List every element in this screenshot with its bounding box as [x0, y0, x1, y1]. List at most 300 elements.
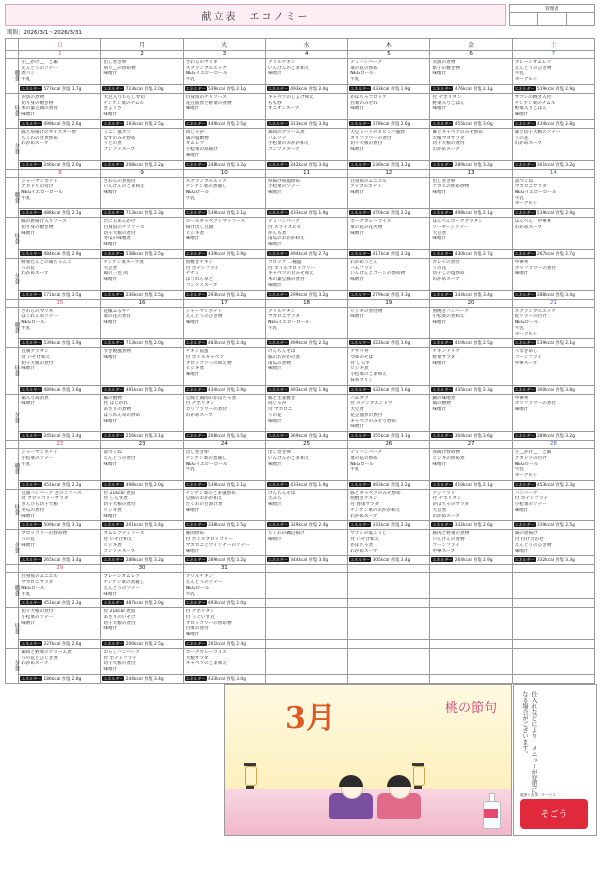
menu-item: いんげんとコーンの炒め物 [350, 271, 406, 277]
menu-item: 小松菜のおかか和え [267, 141, 310, 147]
menu-cell [101, 608, 183, 640]
kcal-badge: エネルギー [21, 250, 42, 256]
kcal-badge: エネルギー [185, 85, 206, 91]
menu-item: 紫子の焼き物 [432, 65, 461, 71]
nutrition-cell: エネルギー 519kcal 食塩 2.9g [512, 84, 594, 93]
nutrition-cell: エネルギー 451kcal 食塩 2.2g [19, 480, 101, 489]
menu-item: うの花 [514, 135, 529, 141]
menu-item: 肉じゃが [185, 129, 205, 135]
kcal-badge: エネルギー [103, 250, 124, 256]
menu-item: 付 ナポリタン [432, 94, 462, 100]
nutrition-cell: エネルギー 299kcal 食塩 3.2g [265, 290, 347, 299]
nutrition-cell: エネルギー 539kcal 食塩 2.1g [183, 209, 265, 218]
kcal-badge: エネルギー [432, 250, 453, 256]
menu-item: 味噌汁 [267, 366, 282, 372]
kcal-badge: エネルギー [21, 85, 42, 91]
menu-item: ハムフライ [350, 265, 374, 271]
meal-label-breakfast: 朝食 [6, 307, 19, 348]
menu-cell [183, 128, 265, 160]
kcal-badge: エネルギー [350, 433, 371, 439]
menu-item: 南瓜の煮物 [267, 360, 291, 366]
menu-item: NEGロール [350, 461, 374, 467]
menu-item: ちくわの甘煮炒め [21, 135, 58, 141]
kcal-badge: エネルギー [185, 386, 206, 392]
kcal-badge: エネルギー [21, 600, 42, 606]
menu-item: カリフラワーの煮付 [514, 265, 557, 271]
menu-item: 味噌汁 [267, 242, 282, 248]
nutrition-cell: エネルギー 509kcal 食塩 3.1g [19, 521, 101, 530]
menu-cell [512, 218, 594, 250]
menu-item: アサリ丼 [350, 349, 369, 355]
nutrition-cell: エネルギー 432kcal 食塩 1.6g [348, 385, 430, 394]
menu-item: 大豆入りちらし寿司 [103, 94, 145, 100]
day-number: 26 [348, 441, 430, 449]
nutrition-cell: エネルギー 201kcal 食塩 2.4g [183, 639, 265, 648]
meal-label-dinner: 夕食 [6, 648, 19, 683]
menu-item: 麻とキャベツのみそ炒め [432, 129, 483, 135]
menu-item: えんどうのひき物 [514, 65, 552, 71]
nutrition-cell: エネルギー 539kcal 食塩 2.1g [512, 339, 594, 348]
company-logo: そごう [520, 799, 588, 829]
menu-cell [101, 489, 183, 521]
menu-item: 味噌汁 [432, 236, 447, 242]
nutrition-cell: エネルギー 494kcal 食塩 2.7g [265, 249, 347, 258]
nutrition-cell [512, 639, 594, 648]
kcal-badge: エネルギー [514, 522, 535, 528]
nutrition-row-dinner [6, 674, 595, 683]
menu-item: 付 ポテトフライ [103, 655, 137, 661]
menu-item: 紀リラーの付け [514, 314, 547, 320]
menu-item: 味噌汁 [350, 190, 364, 196]
menu-cell [512, 307, 594, 339]
nutrition-cell: エネルギー 246kcal 食塩 2.0g [19, 160, 101, 169]
kcal-badge: エネルギー [432, 481, 453, 487]
kcal-badge: エネルギー [350, 250, 371, 256]
nutrition-cell: エネルギー 433kcal 食塩 1.9g [348, 84, 430, 93]
meal-label-lunch: 昼食 [6, 218, 19, 259]
meal-label-dinner: 夕食 [6, 530, 19, 565]
menu-item: 小松菜の煮和え [432, 314, 465, 320]
menu-item: ぎょうざ [103, 106, 122, 112]
menu-item: 鯨の焼物 [103, 395, 122, 401]
menu-item: 付 いそげ和え [103, 537, 133, 543]
menu-item: ロールキャベツトマトソース [185, 219, 246, 225]
menu-cell [101, 449, 183, 481]
menu-item: 味噌汁 [432, 407, 447, 413]
menu-item: 味噌汁 [267, 282, 282, 288]
menu-item: 豚とキャベツのみそ炒め [350, 490, 401, 496]
menu-item: 味噌汁 [350, 230, 364, 236]
nutrition-cell: エネルギー 433kcal 食塩 1.9g [265, 480, 347, 489]
menu-item: ブロッコリーの炒め物 [185, 620, 232, 626]
menu-cell [348, 394, 430, 431]
menu-item: 味噌汁 [21, 366, 35, 372]
menu-item: 豆腐と鶏肉のかぼちゃ煮 [185, 395, 237, 401]
day-number: 5 [348, 51, 430, 59]
menu-item: コンソメスープ [103, 548, 136, 554]
menu-item: わかめスープ [21, 661, 49, 667]
menu-item: 味噌汁 [103, 277, 118, 283]
nutrition-cell: エネルギー 289kcal 食塩 3.2g [512, 432, 594, 441]
menu-item: ヨーグルト [514, 331, 538, 337]
menu-item: えんどうの煮付 [103, 455, 136, 461]
menu-cell [101, 394, 183, 431]
menu-item: ヨーグルト [514, 472, 538, 478]
page-title: 献立表 エコノミー [5, 4, 506, 26]
menu-item: 付 ポイルブロッコリー [267, 265, 316, 271]
menu-item: 付 21kcal 煮魚 [103, 609, 136, 615]
kcal-badge: エネルギー [350, 481, 371, 487]
nutrition-cell: エネルギー 539kcal 食塩 2.1g [183, 480, 265, 489]
menu-item: 味噌汁 [267, 537, 282, 543]
menu-item: えんどうのひき物 [514, 542, 552, 548]
menu-item: 切干大根の煮付 [103, 661, 136, 667]
kcal-badge: エネルギー [514, 433, 535, 439]
menu-item: カレイの煮付 [432, 259, 460, 265]
meal-row-breakfast [6, 177, 595, 209]
menu-item: 味噌汁 [185, 632, 200, 638]
kcal-badge: エネルギー [185, 600, 206, 606]
menu-item: アカドリの付け [21, 184, 54, 190]
menu-item: 牛乳 [350, 77, 360, 83]
menu-cell [512, 59, 594, 85]
stamp-cell-3 [567, 13, 594, 25]
menu-cell [512, 449, 594, 481]
kcal-badge: エネルギー [21, 557, 42, 563]
stamp-cell-1 [510, 13, 538, 25]
menu-item: 味噌汁 [103, 112, 118, 118]
menu-item: 味噌汁 [185, 236, 200, 242]
menu-cell [101, 258, 183, 290]
kcal-badge: エネルギー [185, 210, 206, 216]
nutrition-cell: エネルギー 313kcal 食塩 3.0g [265, 119, 347, 128]
day-number: 19 [348, 299, 430, 307]
meal-row-lunch [6, 608, 595, 640]
menu-item: マカロニサラダ [21, 580, 54, 586]
weekday-tue: 火 [183, 39, 265, 51]
menu-item: コロッケ 二種盛 [267, 259, 302, 265]
day-number: 7 [512, 51, 594, 59]
menu-item: ジャーマンポテト [21, 178, 58, 184]
menu-cell [101, 93, 183, 119]
menu-cell [101, 648, 183, 674]
menu-item: 白菜の煮付 [185, 626, 209, 632]
menu-item: 味噌汁 [514, 112, 529, 118]
weekday-sat: 土 [512, 39, 594, 51]
day-number: 25 [265, 441, 347, 449]
menu-item: 味噌汁 [21, 112, 35, 118]
menu-cell [101, 128, 183, 160]
menu-item: 付 ステンブエンドウ [350, 401, 393, 407]
kcal-badge: エネルギー [432, 85, 453, 91]
menu-cell [19, 307, 101, 339]
menu-cell [265, 307, 347, 339]
menu-item: 付 付け合わせ [514, 537, 544, 543]
nutrition-cell [430, 639, 512, 648]
nutrition-cell [512, 674, 594, 683]
kcal-badge: エネルギー [21, 291, 42, 297]
menu-item: コンソメスープ [267, 147, 300, 153]
menu-cell [348, 530, 430, 556]
menu-cell [19, 530, 101, 556]
nutrition-cell: エネルギー 498kcal 食塩 2.0g [101, 480, 183, 489]
menu-item: 牛乳 [514, 325, 524, 331]
menu-item: ヨーグルト [514, 77, 538, 83]
menu-item: 切干大根の煮付 [432, 141, 465, 147]
menu-item: NEGロール [185, 585, 210, 591]
menu-item: キャベツのしょげ和え [267, 94, 314, 100]
weekday-fri: 金 [430, 39, 512, 51]
menu-table-body [6, 51, 595, 684]
menu-item: ほんべんポークグラタン [432, 219, 483, 225]
kcal-badge: エネルギー [185, 250, 206, 256]
menu-item: 白身魚のチリソース [103, 224, 145, 230]
kcal-badge: エネルギー [185, 522, 206, 528]
menu-item: わかめスープ [514, 141, 542, 147]
menu-item: チンゲン菜のおかか和え [350, 507, 401, 513]
kcal-badge: エネルギー [185, 557, 206, 563]
kcal-badge: エネルギー [185, 675, 206, 681]
nutrition-cell: エネルギー 538kcal 食塩 2.5g [101, 249, 183, 258]
nutrition-cell: エネルギー 227kcal 食塩 2.6g [19, 639, 101, 648]
menu-cell [430, 177, 512, 209]
menu-item: かぼちゃコロッケ [350, 94, 387, 100]
menu-cell [265, 93, 347, 119]
day-number: 18 [265, 299, 347, 307]
nutrition-row-lunch [6, 385, 595, 394]
nutrition-cell: エネルギー 329kcal 食塩 2.4g [265, 521, 347, 530]
nutrition-cell: エネルギー 236kcal 食塩 3.2g [348, 160, 430, 169]
menu-item: がんも煮 [267, 230, 287, 236]
menu-item: いんげんのごま和え [267, 455, 310, 461]
menu-cell [348, 218, 430, 250]
row-label-spacer [6, 169, 19, 177]
menu-item: 味噌汁 [103, 626, 118, 632]
menu-item: なすのみそ炒め [103, 135, 136, 141]
menu-item: かぼちゃ煮 [350, 542, 374, 548]
nutrition-row-dinner [6, 556, 595, 565]
meal-label-lunch: 昼食 [6, 608, 19, 649]
menu-item: 落つくね [103, 450, 122, 456]
nutrition-cell: エネルギー 332kcal 食塩 3.3g [512, 556, 594, 565]
menu-item: うの花とひじき煮 [21, 655, 58, 661]
nutrition-row-lunch [6, 249, 595, 258]
day-number: 2 [101, 51, 183, 59]
menu-item: グリルチキン [185, 574, 214, 580]
menu-item: 肉じゃが [267, 401, 287, 407]
day-number: 13 [430, 169, 512, 177]
menu-item: 味噌汁 [514, 507, 529, 513]
menu-cell [19, 348, 101, 385]
nutrition-cell: エネルギー 288kcal 食塩 3.2g [101, 556, 183, 565]
menu-item: えんどうのひき物 [185, 314, 223, 320]
menu-cell [265, 608, 347, 640]
nutrition-cell: エネルギー 245kcal 食塩 3.4g [19, 432, 101, 441]
menu-item: 牛乳 [185, 77, 195, 83]
menu-item: 小__かけ__ ご飯 [21, 60, 58, 65]
menu-item: 味噌汁 [103, 667, 118, 673]
menu-cell [101, 177, 183, 209]
menu-item: さわらの煮魚付 [103, 178, 136, 184]
nutrition-cell: エネルギー 519kcal 食塩 2.9g [512, 209, 594, 218]
meal-label-lunch: 昼食 [6, 348, 19, 394]
day-number: 29 [19, 565, 101, 573]
menu-item: わかめスープ [514, 224, 542, 230]
menu-item: ヒジキの煮付物 [350, 308, 383, 314]
menu-item: うの花 [21, 537, 35, 543]
meal-row-dinner [6, 394, 595, 431]
menu-item: 付 ボイルブロッコリー [185, 537, 233, 543]
kcal-badge: エネルギー [103, 433, 124, 439]
nutrition-cell: エネルギー 186kcal 食塩 2.8g [19, 674, 101, 683]
menu-item: いんげんのごま和え [267, 65, 310, 71]
kcal-badge: エネルギー [21, 120, 42, 126]
menu-item: いんげんの煮物 [432, 537, 465, 543]
kcal-badge: エネルギー [103, 161, 124, 167]
menu-item: わかめスープ [432, 147, 460, 153]
menu-item: すき焼風煮物 [103, 349, 132, 355]
menu-cell [265, 258, 347, 290]
menu-item: 付 いそげ和え [350, 537, 380, 543]
kcal-badge: エネルギー [21, 340, 42, 346]
menu-item: 厚揚げ炒め物 [432, 450, 461, 456]
menu-cell [265, 573, 347, 599]
menu-cell [19, 177, 101, 209]
menu-item: 味噌汁 [21, 513, 35, 519]
menu-item: NEGイエローロール [514, 190, 557, 196]
nutrition-cell: エネルギー 493kcal 食塩 2.2g [348, 480, 430, 489]
menu-cell [183, 394, 265, 431]
menu-item: ヒジキ煮 [185, 230, 205, 236]
page-header [5, 4, 595, 26]
menu-cell [430, 93, 512, 119]
menu-cell [512, 394, 594, 431]
kcal-badge: エネルギー [21, 640, 42, 646]
menu-item: 豚と切干大根のソテー [514, 129, 561, 135]
menu-item: サゴシの塩こうじ [350, 531, 387, 537]
menu-cell [348, 573, 430, 599]
menu-item: ハンバーグ [514, 490, 538, 496]
day-number [512, 565, 594, 573]
menu-item: 牛乳 [267, 325, 278, 331]
menu-item: 豆腐グラタン [21, 349, 49, 355]
nutrition-cell: エネルギー 470kcal 食塩 2.2g [348, 209, 430, 218]
menu-item: チンゲン菜の煮通し [103, 580, 145, 586]
menu-item: わかめスープ [21, 271, 49, 277]
menu-item: 菜の花の炒め [350, 455, 378, 461]
menu-item: おろしハンバーグ [103, 649, 140, 655]
menu-item: 中華丼 [514, 259, 529, 265]
menu-item: 小松菜の厚揚げ [185, 147, 218, 153]
kcal-badge: エネルギー [103, 557, 124, 563]
menu-item: 豚と厚揚げのオイスター炒 [21, 129, 77, 135]
menu-item: 豚の唐揚げ入りソース [21, 219, 67, 225]
notice-text: 仕入れなどにより メニューが変更になる場合がございます。 [521, 690, 537, 793]
row-label-spacer [6, 441, 19, 449]
day-number: 6 [430, 51, 512, 59]
menu-cell [348, 128, 430, 160]
kcal-badge: エネルギー [432, 433, 453, 439]
kcal-badge: エネルギー [350, 120, 371, 126]
promo-month: 3月 [285, 700, 336, 736]
menu-item: 牛乳 [21, 195, 31, 201]
meal-row-dinner [6, 128, 595, 160]
menu-item: わかめスープ [350, 548, 378, 554]
menu-item: 豚肉と野菜の煮物 [432, 531, 470, 537]
nutrition-cell: エネルギー 355kcal 食塩 3.1g [348, 432, 430, 441]
menu-cell [512, 128, 594, 160]
nutrition-cell: エネルギー 201kcal 食塩 2.4g [101, 521, 183, 530]
menu-cell [512, 258, 594, 290]
day-number: 17 [183, 299, 265, 307]
menu-item: 天ぷら [267, 496, 282, 502]
nutrition-cell: エネルギー 334kcal 食塩 3.4g [430, 290, 512, 299]
nutrition-cell: エネルギー 264kcal 食塩 2.9g [430, 556, 512, 565]
menu-item: マカロニサラダ [514, 184, 547, 190]
menu-item: 出し巻き卵 [432, 178, 456, 184]
kcal-badge: エネルギー [350, 557, 371, 563]
day-number-row [6, 565, 595, 573]
nutrition-cell: エネルギー 304kcal 食塩 3.6g [430, 432, 512, 441]
menu-item: マカロニとウインナーのソテー [185, 542, 250, 548]
menu-item: 付 ボイルキャベツ [185, 354, 224, 360]
nutrition-cell: エネルギー 493kcal 食塩 2.0g [265, 84, 347, 93]
menu-cell [265, 530, 347, 556]
day-number: 8 [19, 169, 101, 177]
menu-item: 抹茶プリン [350, 377, 373, 383]
menu-cell [183, 258, 265, 290]
menu-item: 付 しらす煮 [103, 496, 128, 502]
day-number [430, 565, 512, 573]
menu-item: ヒジキ煮 [350, 366, 369, 372]
menu-cell [430, 59, 512, 85]
menu-cell [265, 449, 347, 481]
menu-item: NEGロール [514, 320, 539, 326]
day-number: 10 [183, 169, 265, 177]
nutrition-cell: エネルギー 344kcal 食塩 3.0g [265, 556, 347, 565]
nutrition-cell: エネルギー 439kcal 食塩 2.9g [183, 249, 265, 258]
menu-item: NEGロール [350, 71, 374, 77]
meal-row-breakfast [6, 573, 595, 599]
nutrition-cell [348, 599, 430, 608]
nutrition-cell: エネルギー 493kcal 食塩 1.9g [265, 385, 347, 394]
row-label-spacer [6, 299, 19, 307]
menu-cell [430, 307, 512, 339]
nutrition-cell [430, 599, 512, 608]
menu-item: わかめうどん [350, 259, 378, 265]
menu-item: グリルチキン [267, 60, 296, 65]
menu-item: チンゲン菜のナムル [103, 100, 145, 106]
menu-item: 野菜入りごはん [514, 106, 547, 112]
menu-item: 付 春雨サラダ [350, 502, 380, 508]
menu-item: キャベツの甘みそ和え [267, 271, 314, 277]
nutrition-cell: エネルギー 267kcal 食塩 2.7g [512, 249, 594, 258]
menu-item: 煮パン [21, 71, 35, 77]
menu-item: 刻り__の炒め物 [103, 65, 136, 71]
menu-item: 野菜だんごの鶏ちゃんこ [21, 259, 72, 265]
menu-item: わかめスープ [21, 141, 49, 147]
nutrition-cell: エネルギー 491kcal 食塩 2.6g [101, 385, 183, 394]
menu-item: 味噌汁 [514, 548, 529, 554]
menu-item: 大根マヨサラダ [432, 135, 465, 141]
nutrition-cell: エネルギー 577kcal 食塩 1.7g [19, 84, 101, 93]
nutrition-cell: エネルギー 242kcal 食塩 3.0g [265, 160, 347, 169]
day-number: 28 [512, 441, 594, 449]
menu-item: 小松菜のソテー [21, 455, 54, 461]
nutrition-row-dinner [6, 160, 595, 169]
menu-item: 照焼きハンバーグ [432, 308, 469, 314]
weekday-header-row [6, 39, 595, 51]
